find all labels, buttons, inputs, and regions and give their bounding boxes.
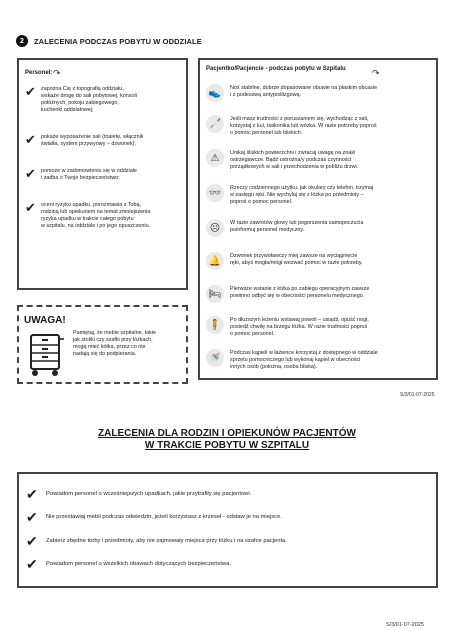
arrow-icon: ↷ (372, 68, 380, 78)
shoe-icon: 👟 (206, 84, 224, 102)
checkmark-icon: ✔ (25, 84, 36, 99)
checkmark-icon: ✔ (26, 533, 38, 549)
checkmark-icon: ✔ (25, 166, 36, 181)
arrow-icon: ↷ (53, 68, 61, 78)
family-item: ✔ Powiadom personel o wcześniejszych upadkach, jakie przytrafiły się pacjentowi. (26, 486, 252, 502)
family-box (17, 472, 438, 588)
dizzy-icon: ☹ (206, 219, 224, 237)
shower-icon: 🚿 (206, 349, 224, 367)
patient-item: 🛏 Pierwsze wstanie z łóżka po zabiegu operacyjnym zawsze powinno odbyć się w obecności personelu medycznego. (206, 285, 434, 303)
patient-item: 🚿 Podczas kąpieli w łazience korzystaj z dostępnego w oddziale sprzętu pomocniczego lub wykonaj kąpiel w obecności innych osób (położna, osoba bliska). (206, 349, 434, 371)
cart-icon (25, 333, 65, 377)
patient-item: ☹ W razie zawrotów głowy lub pogorszenia samopoczucia poinformuj personel medyczny. (206, 219, 434, 237)
warning-title: UWAGA! (24, 315, 66, 326)
patient-item: 👓 Rzeczy codziennego użytku, jak okulary czy telefon, trzymaj w zasięgu ręki. Nie wychylaj się z łóżka po przedmioty – poproś o pomoc personel. (206, 184, 434, 206)
document-code: S/3/01-07-2025 (400, 392, 435, 398)
checkmark-icon: ✔ (26, 486, 38, 502)
personel-box (17, 58, 188, 290)
bed-icon: 🛏 (206, 285, 224, 303)
personel-item: ✔ pokaże wyposażenie sali (toaletę, włącznik światła, system przywyowy – dzwonek); (25, 132, 144, 147)
family-section-title: ZALECENIA DLA RODZIN I OPIEKUNÓW PACJENTÓW W TRAKCIE POBYTU W SZPITALU (98, 428, 356, 451)
patient-item: 🔔 Dzwonek przywoławczy miej zawsze na wyciągnięcie ręki, abyś mogła/mógł wezwać pomoc w razie potrzeby. (206, 252, 434, 270)
walker-icon: 🦯 (206, 115, 224, 133)
checkmark-icon: ✔ (25, 132, 36, 147)
family-item: ✔ Powiadom personel o wszelkich obawach dotyczących bezpieczeństwa. (26, 556, 231, 572)
glasses-icon: 👓 (206, 184, 224, 202)
patient-title: Pacjentko/Pacjencie - podczas pobytu w Szpitalu (206, 66, 346, 72)
warning-text: Pamiętaj, że meble szpitalne, takie jak stoliki czy szafki przy łóżkach, mogą mieć kółka, przez co nie nadają się do podpierania. (73, 330, 156, 357)
patient-item: ⚠ Unikaj śliskich powierzchni i zwracaj uwagę na znaki ostrzegawcze. Bądź ostrożna/y podczas czynności porządkowych w sali i przechodzenia w pobliżu drzwi. (206, 149, 434, 171)
checkmark-icon: ✔ (25, 200, 36, 215)
section-title: ZALECENIA PODCZAS POBYTU W ODDZIALE (34, 36, 202, 46)
personel-item: ✔ oceni ryzyko upadku, porozmawia z Tobą, rodziną lub opiekunem na temat zmniejszenia ryzyka upadku w trakcie całego pobytu w szpitalu, na oddziale i po jego opuszczeniu. (25, 200, 151, 229)
family-item: ✔ Nie przestawiaj mebli podczas odwiedzin, jeżeli korzystasz z krzeseł - odstaw je na miejsce. (26, 509, 282, 525)
patient-box (198, 58, 438, 380)
warning-box (17, 305, 188, 384)
section-header (16, 35, 202, 47)
sitting-icon: 🧍 (206, 316, 224, 334)
patient-item: 🧍 Po dłuższym leżeniu wstawaj powoli – usiądź, opuść nogi, posiedź chwilę na brzegu łóżka. W razie trudności poproś o pomoc personel. (206, 316, 434, 338)
personel-item: ✔ pomoże w zadomowieniu się w oddziale i zadba o Twoje bezpieczeństwo; (25, 166, 137, 181)
checkmark-icon: ✔ (26, 556, 38, 572)
patient-item: 👟 Noś stabilne, dobrze dopasowane obuwie na płaskim obcasie i z podeszwą antypoślizgową. (206, 84, 434, 102)
bell-icon: 🔔 (206, 252, 224, 270)
family-item: ✔ Zabierz zbędne torby i przedmioty, aby nie zajmowały miejsca przy łóżku i na szafce pacjenta. (26, 533, 287, 549)
personel-title: Personel: (25, 70, 53, 76)
checkmark-icon: ✔ (26, 509, 38, 525)
section-number-badge: 2 (16, 35, 28, 47)
patient-item: 🦯 Jeśli masz trudności z poruszaniem się, wychodząc z sali, korzystaj z kul, balkonika lub wózka. W razie potrzeby poproś o pomoc personel lub bliskich. (206, 115, 434, 137)
footer-document-code: S/3/01-07-2025 (386, 622, 424, 628)
wet-floor-icon: ⚠ (206, 149, 224, 167)
personel-item: ✔ zapozna Cię z topografią oddziału, wskaże drogę do sali pobytowej, konsoli połóżnych, pokoju zabiegowego, kuchenki oddziałowej; (25, 84, 137, 113)
